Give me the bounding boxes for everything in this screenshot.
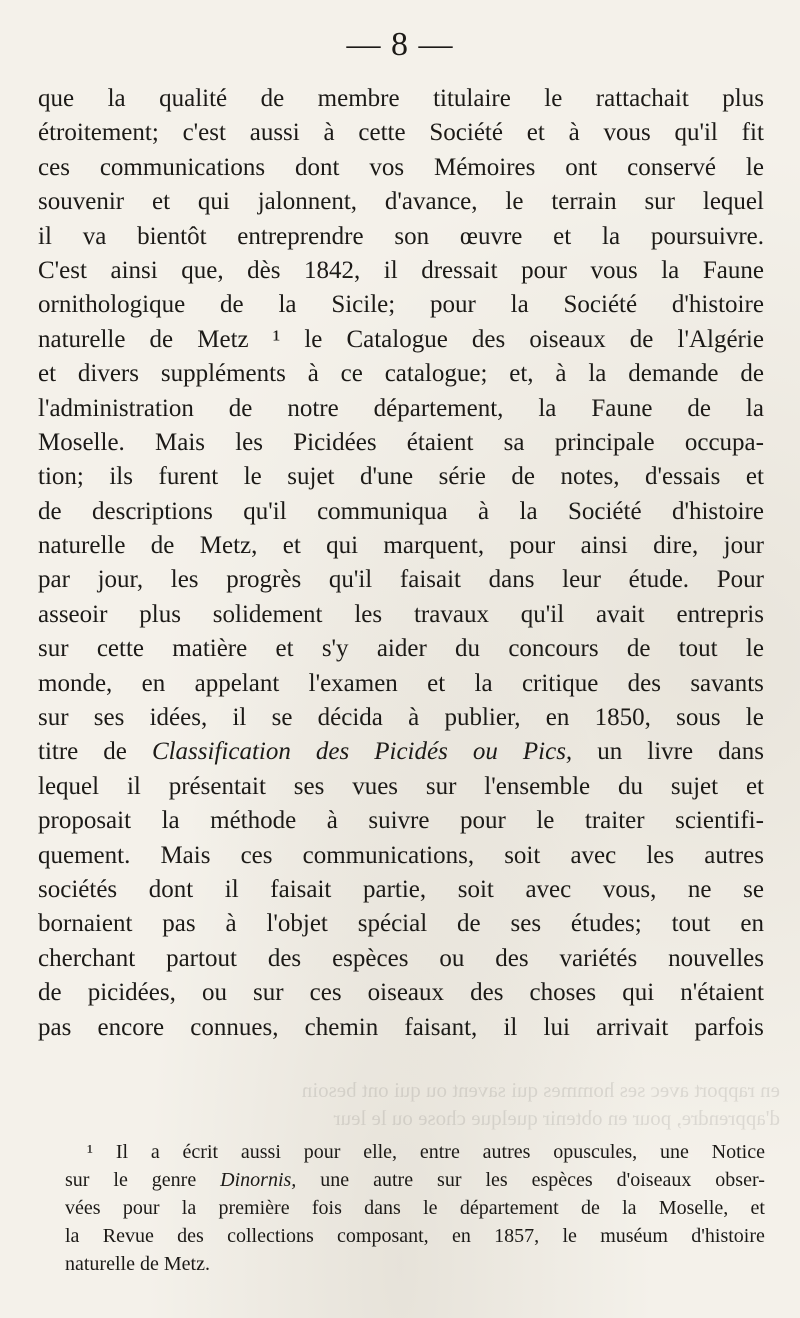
text-line: proposait la méthode à suivre pour le traiter scientifi- (38, 807, 764, 835)
text-line: par jour, les progrès qu'il faisait dans leur étude. Pour (38, 566, 764, 594)
text-line: titre de Classification des Picidés ou Pics, un livre dans (38, 738, 764, 766)
text-line: pas encore connues, chemin faisant, il lui arrivait parfois (38, 1013, 764, 1041)
text-line: cherchant partout des espèces ou des variétés nouvelles (38, 944, 764, 972)
text-line: étroitement; c'est aussi à cette Société et à vous qu'il fit (38, 119, 764, 147)
text-line: ornithologique de la Sicile; pour la Société d'histoire (38, 291, 764, 319)
text-line: naturelle de Metz ¹ le Catalogue des oiseaux de l'Algérie (38, 325, 764, 353)
text-line: il va bientôt entreprendre son œuvre et la poursuivre. (38, 222, 764, 250)
footnote-line: la Revue des collections composant, en 1857, le muséum d'histoire (65, 1225, 765, 1247)
text-line: sociétés dont il faisait partie, soit avec vous, ne se (38, 875, 764, 903)
footnote-line: vées pour la première fois dans le département de la Moselle, et (65, 1197, 765, 1219)
main-text-block (38, 82, 764, 1045)
text-line: que la qualité de membre titulaire le rattachait plus (38, 85, 764, 112)
show-through-text: en rapport avec ses hommes qui savent ou qui ont besoin d'apprendre, pour en obtenir quelque chose ou le leur (301, 1078, 780, 1130)
page-number: — 8 — (346, 26, 454, 63)
text-line: monde, en appelant l'examen et la critique des savants (38, 669, 764, 697)
footnote-line: naturelle de Metz. (65, 1253, 210, 1275)
text-line: Moselle. Mais les Picidées étaient sa principale occupa- (38, 428, 764, 456)
footnote-line: sur le genre Dinornis, une autre sur les espèces d'oiseaux obser- (65, 1169, 765, 1191)
text-line: bornaient pas à l'objet spécial de ses études; tout en (38, 910, 764, 938)
text-line: asseoir plus solidement les travaux qu'il avait entrepris (38, 600, 764, 628)
text-line: naturelle de Metz, et qui marquent, pour ainsi dire, jour (38, 532, 764, 560)
text-line: et divers suppléments à ce catalogue; et, à la demande de (38, 360, 764, 388)
footnote-line: ¹ Il a écrit aussi pour elle, entre autres opuscules, une Notice (87, 1141, 765, 1163)
text-line: de descriptions qu'il communiqua à la Société d'histoire (38, 497, 764, 525)
footnote-block (65, 1138, 765, 1278)
text-line: C'est ainsi que, dès 1842, il dressait pour vous la Faune (38, 256, 764, 284)
text-line: de picidées, ou sur ces oiseaux des choses qui n'étaient (38, 979, 764, 1007)
text-line: quement. Mais ces communications, soit avec les autres (38, 841, 764, 869)
text-line: tion; ils furent le sujet d'une série de notes, d'essais et (38, 463, 764, 491)
text-line: l'administration de notre département, la Faune de la (38, 394, 764, 422)
text-line: ces communications dont vos Mémoires ont conservé le (38, 153, 764, 181)
text-line: lequel il présentait ses vues sur l'ensemble du sujet et (38, 772, 764, 800)
text-line: sur ses idées, il se décida à publier, en 1850, sous le (38, 704, 764, 732)
text-line: sur cette matière et s'y aider du concours de tout le (38, 635, 764, 663)
text-line: souvenir et qui jalonnent, d'avance, le terrain sur lequel (38, 188, 764, 216)
